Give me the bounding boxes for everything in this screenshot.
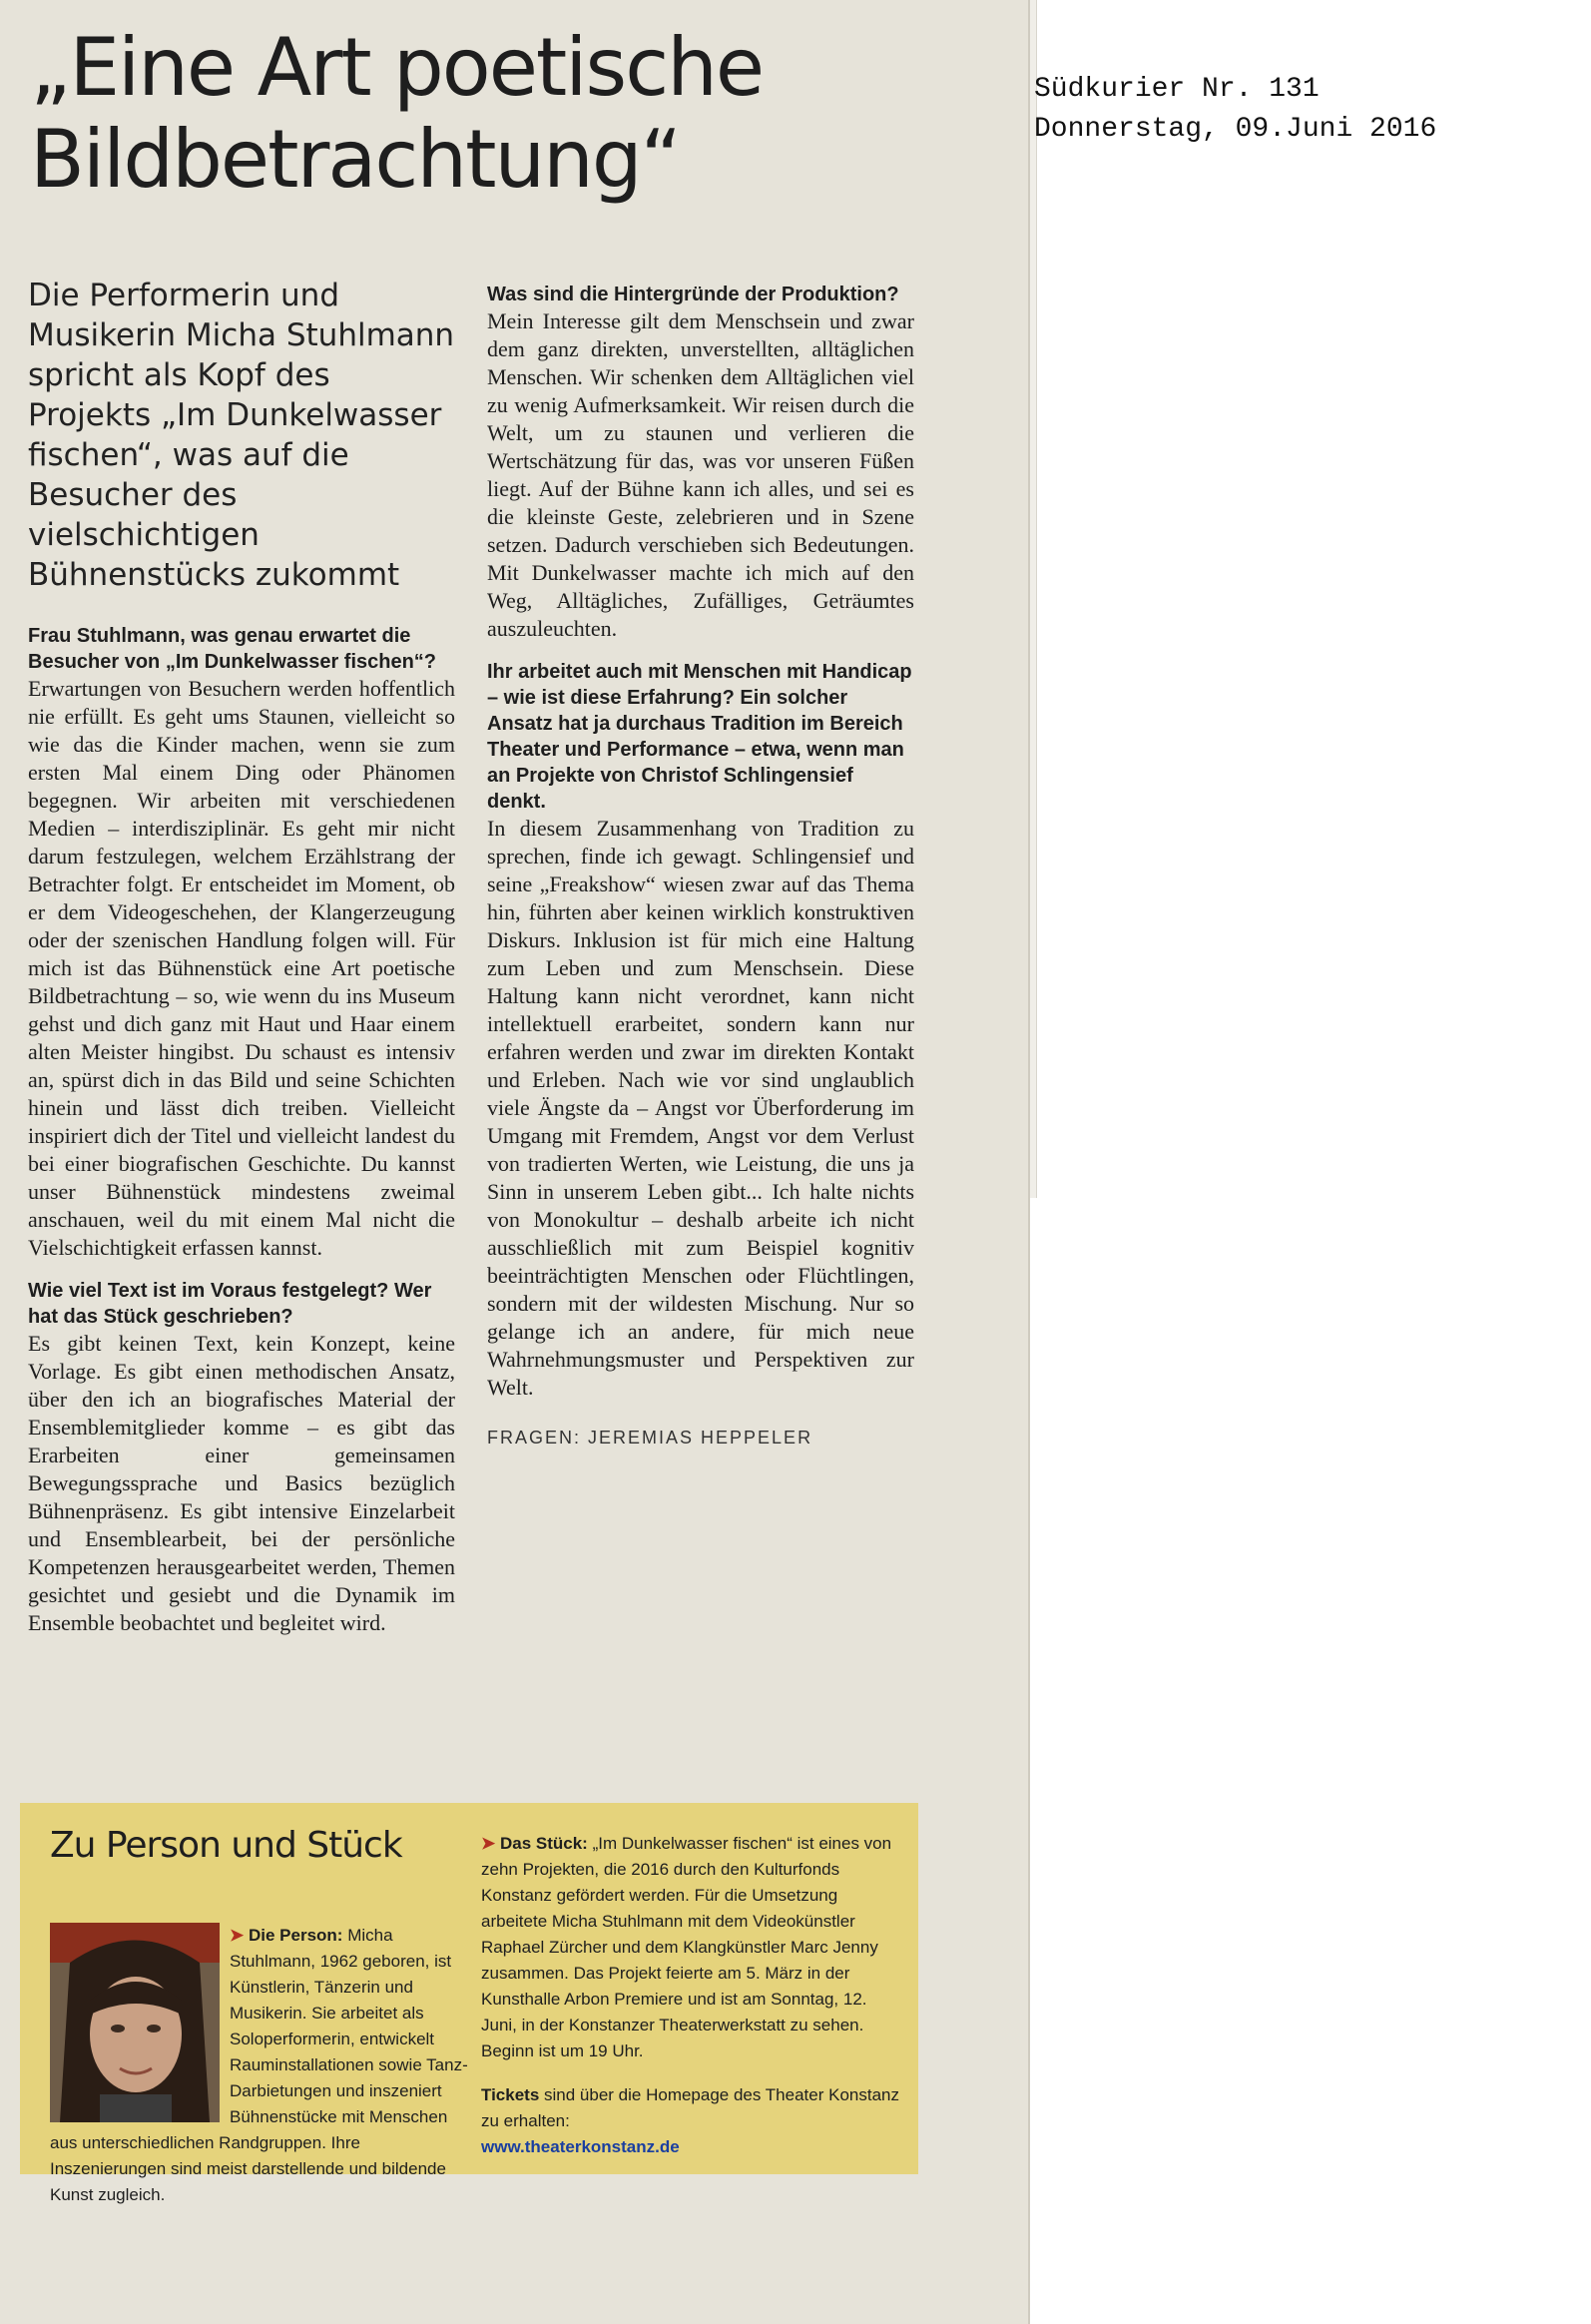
stueck-text: „Im Dunkelwasser fischen“ ist eines von zehn Projekten, die 2016 durch den Kulturfonds Konstanz gefördert werden. Für die Umsetzung arbeitete Micha Stuhlmann mit dem Videokünstler Raphael Zürcher und dem Klangkünstler Marc Jenny zusammen. Das Projekt feierte am 5. März in der Kunsthalle Arbon Premiere und ist am Sonntag, 12. Juni, in der Konstanzer Theaterwerkstatt zu sehen. Beginn ist um 19 Uhr.: [481, 1834, 892, 2060]
article-column-2: [487, 282, 914, 1452]
info-box-title: Zu Person und Stück: [50, 1825, 402, 1866]
interview-answer-2: Es gibt keinen Text, kein Konzept, keine Vorlage. Es gibt einen methodischen Ansatz, über den ich an biografisches Material der Ensemblemitglieder komme – es gibt das Erarbeiten einer gemeinsamen Bewegungssprache und Basics bezüglich Bühnenpräsenz. Es gibt intensive Einzelarbeit und Ensemblearbeit, bei der persönliche Kompetenzen herausgearbeitet werden, Themen gesichtet und gesiebt und die Dynamik im Ensemble beobachtet und begleitet wird.: [28, 1331, 455, 1635]
paper-edge: [1030, 0, 1037, 1198]
arrow-icon: ➤: [230, 1926, 245, 1945]
source-note: [1034, 70, 1436, 150]
person-label: Die Person:: [248, 1926, 343, 1945]
stueck-section: [481, 1831, 900, 2178]
arrow-icon: ➤: [481, 1834, 496, 1853]
interview-answer-1: Erwartungen von Besuchern werden hoffentlich nie erfüllt. Es geht ums Staunen, vielleicht so wie das die Kinder machen, wenn sie zum ersten Mal einem Ding oder Phänomen begegnen. Wir arbeiten mit verschiedenen Medien – interdisziplinär. Es geht mir nicht darum festzulegen, welchem Erzählstrang der Betrachter folgt. Er entscheidet im Moment, ob er dem Videogeschehen, der Klangerzeugung oder der szenischen Handlung folgen will. Für mich ist das Bühnenstück eine Art poetische Bildbetrachtung – so, wie wenn du ins Museum gehst und dich ganz mit Haut und Haar einem alten Meister hingibst. Du schaust es intensiv an, spürst dich in das Bild und seine Schichten hinein und lässt dich treiben. Vielleicht inspiriert dich der Titel und vielleicht landest du bei einer biografischen Geschichte. Du kannst unser Bühnenstück mindestens zweimal anschauen, weil du mit einem Mal nicht die Vielschichtigkeit erfassen kannst.: [28, 676, 455, 1260]
stueck-label: Das Stück:: [499, 1834, 588, 1853]
person-section: [50, 1923, 469, 2208]
tickets-text: sind über die Homepage des Theater Konstanz zu erhalten:: [481, 2085, 899, 2130]
source-line-1: Südkurier Nr. 131: [1034, 74, 1320, 105]
person-text: Micha Stuhlmann, 1962 geboren, ist Künstlerin, Tänzerin und Musikerin. Sie arbeitet als Soloperformerin, entwickelt Rauminstallationen sowie Tanz-Darbietungen und inszeniert Bühnenstücke mit Menschen aus unterschiedlichen Randgruppen. Ihre Inszenierungen sind meist darstellende und bildende Kunst zugleich.: [50, 1926, 468, 2204]
theater-url-link[interactable]: www.theaterkonstanz.de: [481, 2137, 680, 2156]
lede: Die Performerin und Musikerin Micha Stuhlmann spricht als Kopf des Projekts „Im Dunkelwasser fischen“, was auf die Besucher des vielschichtigen Bühnenstücks zukommt: [28, 278, 455, 593]
info-box: [20, 1803, 918, 2204]
headline: „Eine Art poetische Bildbetrachtung“: [30, 21, 764, 206]
interview-question-3: Was sind die Hintergründe der Produktion?: [487, 284, 899, 305]
tickets-label: Tickets: [481, 2085, 540, 2104]
interview-answer-4: In diesem Zusammenhang von Tradition zu sprechen, finde ich gewagt. Schlingensief und seine „Freakshow“ wiesen zwar auf das Thema hin, führten aber keinen wirklich konstruktiven Diskurs. Inklusion ist für mich eine Haltung zum Leben und zum Menschsein. Diese Haltung kann nicht verordnet, kann nicht intellektuell erarbeitet, sondern kann nur erfahren werden und zwar im direkten Kontakt und Erleben. Nach wie vor sind unglaublich viele Ängste da – Angst vor Überforderung im Umgang mit Fremdem, Angst vor dem Verlust von tradierten Werten, wie Leistung, die uns ja Sinn in unserem Leben gibt... Ich halte nichts von Monokultur – deshalb arbeite ich nicht ausschließlich mit zum Beispiel kognitiv beeinträchtigten Menschen oder Flüchtlingen, sondern mit der wildesten Mischung. Nur so gelange ich an andere, für mich neue Wahrnehmungsmuster und Perspektiven zur Welt.: [487, 816, 914, 1400]
interview-question-2: Wie viel Text ist im Voraus festgelegt? Wer hat das Stück geschrieben?: [28, 1280, 432, 1328]
source-line-2: Donnerstag, 09.Juni 2016: [1034, 114, 1437, 145]
interview-question-1: Frau Stuhlmann, was genau erwartet die Besucher von „Im Dunkelwasser fischen“?: [28, 625, 437, 673]
byline: FRAGEN: JEREMIAS HEPPELER: [487, 1428, 813, 1448]
article-column-1: [28, 623, 455, 1645]
interview-question-4: Ihr arbeitet auch mit Menschen mit Handicap – wie ist diese Erfahrung? Ein solcher Ansatz hat ja durchaus Tradition im Bereich Theater und Performance – etwa, wenn man an Projekte von Christof Schlingensief denkt.: [487, 661, 912, 813]
interview-answer-3: Mein Interesse gilt dem Menschsein und zwar dem ganz direkten, unverstellten, alltäglichen Menschen. Wir schenken dem Alltäglichen viel zu wenig Aufmerksamkeit. Wir reisen durch die Welt, um zu staunen und verlieren die Wertschätzung für das, was vor unseren Füßen liegt. Auf der Bühne kann ich alles, und sei es die kleinste Geste, zelebrieren und in Szene setzen. Dadurch verschieben sich Bedeutungen. Mit Dunkelwasser machte ich mich auf den Weg, Alltägliches, Zufälliges, Geträumtes auszuleuchten.: [487, 308, 914, 641]
